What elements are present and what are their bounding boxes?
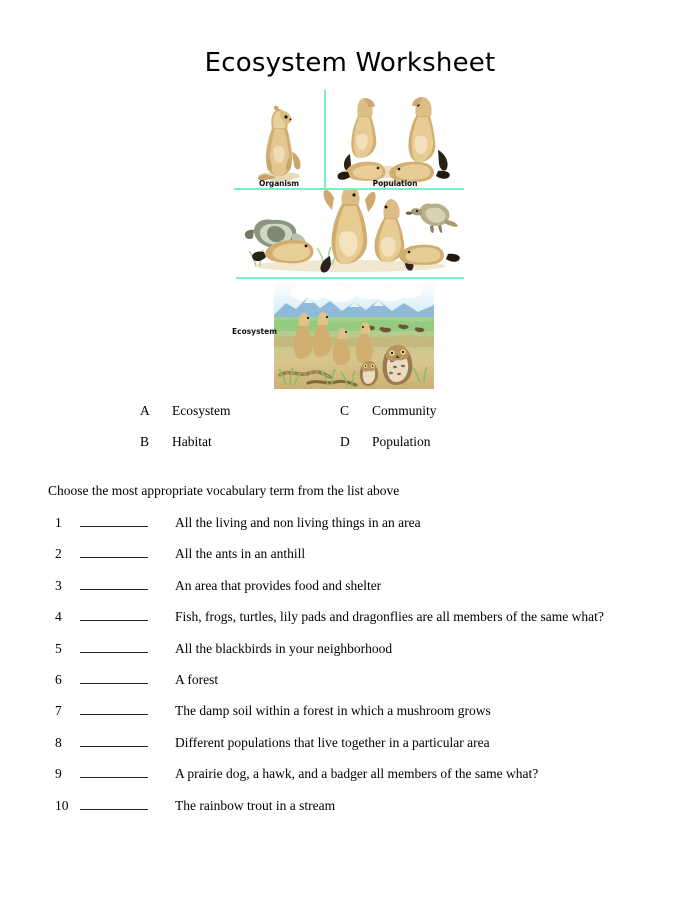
ecological-levels-diagram xyxy=(234,88,464,390)
vocabulary-letter: D xyxy=(340,434,350,449)
instruction-text: Choose the most appropriate vocabulary term from the list above xyxy=(48,483,400,498)
question-number: 1 xyxy=(55,515,62,530)
question-number: 5 xyxy=(55,640,62,656)
question-row xyxy=(55,515,655,546)
question-text: All the ants in an anthill xyxy=(175,546,306,562)
question-row xyxy=(55,798,655,829)
vocabulary-row xyxy=(140,434,560,465)
answer-blank[interactable] xyxy=(80,642,148,653)
vocabulary-letter: B xyxy=(140,434,150,449)
question-row xyxy=(55,609,655,640)
question-number: 3 xyxy=(55,577,62,593)
question-text: A forest xyxy=(175,671,219,687)
prairie-ecosystem-illustration xyxy=(274,281,434,389)
question-number: 10 xyxy=(55,797,69,813)
question-number: 6 xyxy=(55,671,62,687)
vocabulary-row xyxy=(140,403,560,434)
prairie-dog-single-illustration xyxy=(234,88,324,189)
vocabulary-letter: A xyxy=(140,403,150,418)
prairie-community-illustration xyxy=(236,190,464,277)
vocabulary-option-c[interactable] xyxy=(340,403,540,419)
question-text: The rainbow trout in a stream xyxy=(175,797,336,813)
question-number: 4 xyxy=(55,609,62,625)
answer-blank[interactable] xyxy=(80,516,148,527)
vocabulary-option-d[interactable] xyxy=(340,434,540,450)
question-number: 8 xyxy=(55,734,62,750)
panel-caption-organism: Organism xyxy=(259,179,299,188)
question-row xyxy=(55,735,655,766)
diagram-panel-community xyxy=(236,190,464,277)
question-list xyxy=(55,515,655,829)
answer-blank[interactable] xyxy=(80,610,148,621)
diagram-panel-population xyxy=(326,88,464,189)
question-number: 9 xyxy=(55,766,62,782)
diagram-panel-organism xyxy=(234,88,324,189)
page-title: Ecosystem Worksheet xyxy=(204,48,496,78)
answer-blank[interactable] xyxy=(80,799,148,810)
answer-blank[interactable] xyxy=(80,736,148,747)
question-row xyxy=(55,578,655,609)
vocabulary-label: Ecosystem xyxy=(172,403,231,418)
vocabulary-option-a[interactable] xyxy=(140,403,340,419)
question-row xyxy=(55,766,655,797)
vocabulary-options xyxy=(140,403,560,465)
panel-caption-population: Population xyxy=(372,179,418,188)
diagram-divider-horizontal-2 xyxy=(236,277,464,279)
question-number: 2 xyxy=(55,546,62,562)
question-row xyxy=(55,546,655,577)
question-text: All the living and non living things in an area xyxy=(175,515,421,530)
answer-blank[interactable] xyxy=(80,704,148,715)
question-text: An area that provides food and shelter xyxy=(175,577,382,593)
vocabulary-label: Population xyxy=(372,434,431,449)
question-row xyxy=(55,703,655,734)
question-text: Fish, frogs, turtles, lily pads and dragonflies are all members of the same what? xyxy=(175,609,604,625)
answer-blank[interactable] xyxy=(80,579,148,590)
panel-caption-ecosystem: Ecosystem xyxy=(232,327,278,336)
vocabulary-label: Community xyxy=(372,403,437,418)
answer-blank[interactable] xyxy=(80,767,148,778)
diagram-panel-ecosystem xyxy=(232,281,434,389)
question-number: 7 xyxy=(55,703,62,719)
question-row xyxy=(55,641,655,672)
prairie-dog-group-illustration xyxy=(326,88,464,189)
vocabulary-option-b[interactable] xyxy=(140,434,340,450)
question-text: Different populations that live together in a particular area xyxy=(175,734,490,750)
question-text: The damp soil within a forest in which a mushroom grows xyxy=(175,703,491,719)
question-row xyxy=(55,672,655,703)
answer-blank[interactable] xyxy=(80,673,148,684)
question-text: A prairie dog, a hawk, and a badger all members of the same what? xyxy=(175,766,539,782)
question-text: All the blackbirds in your neighborhood xyxy=(175,640,393,656)
vocabulary-letter: C xyxy=(340,403,350,418)
vocabulary-label: Habitat xyxy=(172,434,212,449)
diagram-row-top xyxy=(234,88,464,189)
answer-blank[interactable] xyxy=(80,547,148,558)
